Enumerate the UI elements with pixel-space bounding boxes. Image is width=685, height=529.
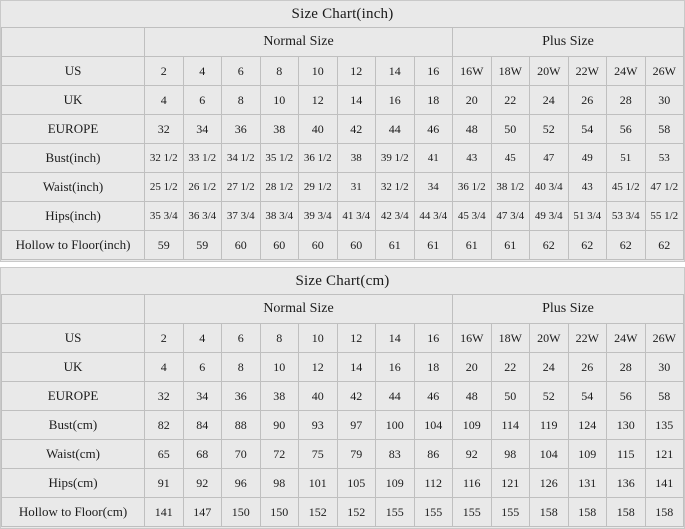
cell: 114 bbox=[491, 411, 530, 440]
cell: 61 bbox=[453, 231, 492, 260]
cell: 49 bbox=[568, 144, 607, 173]
cell: 46 bbox=[414, 115, 453, 144]
cell: 18W bbox=[491, 324, 530, 353]
cell: 42 3/4 bbox=[376, 202, 415, 231]
cell: 104 bbox=[530, 440, 569, 469]
cell: 20W bbox=[530, 57, 569, 86]
cell: 62 bbox=[645, 231, 684, 260]
cell: 14 bbox=[337, 86, 376, 115]
table-row bbox=[2, 144, 684, 173]
cell: 51 bbox=[607, 144, 646, 173]
table-row bbox=[2, 353, 684, 382]
cell: 43 bbox=[568, 173, 607, 202]
group-header-blank bbox=[2, 295, 145, 324]
cell: 59 bbox=[183, 231, 222, 260]
cell: 22W bbox=[568, 324, 607, 353]
row-label-hollow-to-floor: Hollow to Floor(inch) bbox=[2, 231, 145, 260]
cell: 16W bbox=[453, 57, 492, 86]
cell: 121 bbox=[491, 469, 530, 498]
row-label-bust: Bust(cm) bbox=[2, 411, 145, 440]
cell: 54 bbox=[568, 382, 607, 411]
cell: 61 bbox=[414, 231, 453, 260]
cell: 16 bbox=[414, 324, 453, 353]
cell: 48 bbox=[453, 115, 492, 144]
cell: 6 bbox=[222, 57, 261, 86]
cell: 12 bbox=[299, 86, 338, 115]
table-row bbox=[2, 57, 684, 86]
cell: 29 1/2 bbox=[299, 173, 338, 202]
cell: 31 bbox=[337, 173, 376, 202]
cell: 25 1/2 bbox=[145, 173, 184, 202]
group-header-normal-size: Normal Size bbox=[145, 28, 453, 57]
cell: 68 bbox=[183, 440, 222, 469]
cell: 60 bbox=[337, 231, 376, 260]
cell: 12 bbox=[299, 353, 338, 382]
cell: 75 bbox=[299, 440, 338, 469]
cell: 84 bbox=[183, 411, 222, 440]
cell: 27 1/2 bbox=[222, 173, 261, 202]
row-label-europe: EUROPE bbox=[2, 382, 145, 411]
cell: 79 bbox=[337, 440, 376, 469]
cell: 105 bbox=[337, 469, 376, 498]
table-group-header-row bbox=[2, 28, 684, 57]
size-table-cm bbox=[1, 294, 684, 527]
cell: 101 bbox=[299, 469, 338, 498]
cell: 91 bbox=[145, 469, 184, 498]
group-header-blank bbox=[2, 28, 145, 57]
cell: 32 bbox=[145, 382, 184, 411]
cell: 131 bbox=[568, 469, 607, 498]
cell: 155 bbox=[453, 498, 492, 527]
cell: 119 bbox=[530, 411, 569, 440]
cell: 96 bbox=[222, 469, 261, 498]
table-row bbox=[2, 469, 684, 498]
cell: 62 bbox=[530, 231, 569, 260]
table-row bbox=[2, 382, 684, 411]
cell: 59 bbox=[145, 231, 184, 260]
cell: 56 bbox=[607, 382, 646, 411]
cell: 32 bbox=[145, 115, 184, 144]
cell: 16 bbox=[414, 57, 453, 86]
cell: 61 bbox=[376, 231, 415, 260]
cell: 50 bbox=[491, 382, 530, 411]
cell: 48 bbox=[453, 382, 492, 411]
cell: 10 bbox=[299, 324, 338, 353]
cell: 35 3/4 bbox=[145, 202, 184, 231]
cell: 158 bbox=[568, 498, 607, 527]
cell: 104 bbox=[414, 411, 453, 440]
cell: 46 bbox=[414, 382, 453, 411]
table-row bbox=[2, 173, 684, 202]
cell: 34 bbox=[183, 115, 222, 144]
cell: 8 bbox=[260, 324, 299, 353]
cell: 109 bbox=[568, 440, 607, 469]
cell: 16 bbox=[376, 86, 415, 115]
cell: 26 1/2 bbox=[183, 173, 222, 202]
cell: 36 bbox=[222, 382, 261, 411]
cell: 60 bbox=[260, 231, 299, 260]
row-label-us: US bbox=[2, 57, 145, 86]
cell: 24W bbox=[607, 324, 646, 353]
cell: 150 bbox=[222, 498, 261, 527]
cell: 86 bbox=[414, 440, 453, 469]
group-header-normal-size: Normal Size bbox=[145, 295, 453, 324]
cell: 45 1/2 bbox=[607, 173, 646, 202]
cell: 141 bbox=[645, 469, 684, 498]
cell: 62 bbox=[568, 231, 607, 260]
cell: 116 bbox=[453, 469, 492, 498]
cell: 53 3/4 bbox=[607, 202, 646, 231]
cell: 109 bbox=[453, 411, 492, 440]
cell: 158 bbox=[645, 498, 684, 527]
size-table-inch bbox=[1, 27, 684, 260]
cell: 10 bbox=[299, 57, 338, 86]
row-label-us: US bbox=[2, 324, 145, 353]
cell: 38 3/4 bbox=[260, 202, 299, 231]
cell: 93 bbox=[299, 411, 338, 440]
cell: 36 1/2 bbox=[299, 144, 338, 173]
cell: 40 bbox=[299, 382, 338, 411]
row-label-bust: Bust(inch) bbox=[2, 144, 145, 173]
cell: 65 bbox=[145, 440, 184, 469]
row-label-uk: UK bbox=[2, 86, 145, 115]
cell: 8 bbox=[222, 353, 261, 382]
cell: 26 bbox=[568, 86, 607, 115]
cell: 155 bbox=[491, 498, 530, 527]
cell: 26W bbox=[645, 57, 684, 86]
cell: 36 3/4 bbox=[183, 202, 222, 231]
cell: 12 bbox=[337, 57, 376, 86]
cell: 40 3/4 bbox=[530, 173, 569, 202]
cell: 88 bbox=[222, 411, 261, 440]
cell: 83 bbox=[376, 440, 415, 469]
cell: 24 bbox=[530, 86, 569, 115]
cell: 36 1/2 bbox=[453, 173, 492, 202]
cell: 98 bbox=[491, 440, 530, 469]
cell: 58 bbox=[645, 115, 684, 144]
row-label-hollow-to-floor: Hollow to Floor(cm) bbox=[2, 498, 145, 527]
cell: 10 bbox=[260, 86, 299, 115]
cell: 32 1/2 bbox=[145, 144, 184, 173]
cell: 92 bbox=[453, 440, 492, 469]
row-label-europe: EUROPE bbox=[2, 115, 145, 144]
cell: 60 bbox=[222, 231, 261, 260]
cell: 34 bbox=[183, 382, 222, 411]
cell: 158 bbox=[530, 498, 569, 527]
cell: 2 bbox=[145, 57, 184, 86]
table-row bbox=[2, 231, 684, 260]
cell: 109 bbox=[376, 469, 415, 498]
cell: 18 bbox=[414, 86, 453, 115]
chart-title-inch: Size Chart(inch) bbox=[1, 1, 684, 27]
cell: 34 1/2 bbox=[222, 144, 261, 173]
cell: 28 1/2 bbox=[260, 173, 299, 202]
cell: 14 bbox=[376, 324, 415, 353]
cell: 6 bbox=[183, 353, 222, 382]
cell: 30 bbox=[645, 86, 684, 115]
cell: 135 bbox=[645, 411, 684, 440]
cell: 14 bbox=[337, 353, 376, 382]
row-label-hips: Hips(inch) bbox=[2, 202, 145, 231]
cell: 60 bbox=[299, 231, 338, 260]
cell: 61 bbox=[491, 231, 530, 260]
cell: 43 bbox=[453, 144, 492, 173]
cell: 44 bbox=[376, 382, 415, 411]
cell: 20 bbox=[453, 353, 492, 382]
cell: 8 bbox=[260, 57, 299, 86]
cell: 52 bbox=[530, 115, 569, 144]
cell: 98 bbox=[260, 469, 299, 498]
cell: 112 bbox=[414, 469, 453, 498]
cell: 44 3/4 bbox=[414, 202, 453, 231]
cell: 20 bbox=[453, 86, 492, 115]
cell: 82 bbox=[145, 411, 184, 440]
cell: 56 bbox=[607, 115, 646, 144]
cell: 22 bbox=[491, 353, 530, 382]
cell: 26 bbox=[568, 353, 607, 382]
cell: 62 bbox=[607, 231, 646, 260]
cell: 2 bbox=[145, 324, 184, 353]
table-row bbox=[2, 411, 684, 440]
cell: 50 bbox=[491, 115, 530, 144]
cell: 4 bbox=[145, 353, 184, 382]
chart-title-cm: Size Chart(cm) bbox=[1, 268, 684, 294]
cell: 155 bbox=[414, 498, 453, 527]
cell: 8 bbox=[222, 86, 261, 115]
cell: 34 bbox=[414, 173, 453, 202]
cell: 55 1/2 bbox=[645, 202, 684, 231]
cell: 33 1/2 bbox=[183, 144, 222, 173]
cell: 28 bbox=[607, 86, 646, 115]
cell: 152 bbox=[337, 498, 376, 527]
cell: 92 bbox=[183, 469, 222, 498]
row-label-uk: UK bbox=[2, 353, 145, 382]
cell: 53 bbox=[645, 144, 684, 173]
cell: 150 bbox=[260, 498, 299, 527]
cell: 4 bbox=[145, 86, 184, 115]
cell: 12 bbox=[337, 324, 376, 353]
cell: 155 bbox=[376, 498, 415, 527]
cell: 18W bbox=[491, 57, 530, 86]
cell: 41 3/4 bbox=[337, 202, 376, 231]
cell: 121 bbox=[645, 440, 684, 469]
cell: 4 bbox=[183, 324, 222, 353]
cell: 22W bbox=[568, 57, 607, 86]
cell: 47 bbox=[530, 144, 569, 173]
cell: 70 bbox=[222, 440, 261, 469]
group-header-plus-size: Plus Size bbox=[453, 28, 684, 57]
cell: 10 bbox=[260, 353, 299, 382]
cell: 158 bbox=[607, 498, 646, 527]
cell: 90 bbox=[260, 411, 299, 440]
cell: 72 bbox=[260, 440, 299, 469]
table-row bbox=[2, 498, 684, 527]
cell: 115 bbox=[607, 440, 646, 469]
table-row bbox=[2, 86, 684, 115]
cell: 152 bbox=[299, 498, 338, 527]
row-label-waist: Waist(inch) bbox=[2, 173, 145, 202]
size-chart-inch-block bbox=[0, 0, 685, 262]
cell: 39 3/4 bbox=[299, 202, 338, 231]
cell: 42 bbox=[337, 115, 376, 144]
cell: 22 bbox=[491, 86, 530, 115]
cell: 6 bbox=[183, 86, 222, 115]
cell: 54 bbox=[568, 115, 607, 144]
cell: 44 bbox=[376, 115, 415, 144]
row-label-waist: Waist(cm) bbox=[2, 440, 145, 469]
cell: 38 bbox=[260, 382, 299, 411]
table-group-header-row bbox=[2, 295, 684, 324]
table-row bbox=[2, 202, 684, 231]
cell: 38 bbox=[337, 144, 376, 173]
cell: 38 1/2 bbox=[491, 173, 530, 202]
cell: 141 bbox=[145, 498, 184, 527]
cell: 14 bbox=[376, 57, 415, 86]
size-chart-cm-block bbox=[0, 267, 685, 529]
cell: 51 3/4 bbox=[568, 202, 607, 231]
cell: 18 bbox=[414, 353, 453, 382]
cell: 147 bbox=[183, 498, 222, 527]
cell: 47 3/4 bbox=[491, 202, 530, 231]
cell: 40 bbox=[299, 115, 338, 144]
cell: 41 bbox=[414, 144, 453, 173]
cell: 35 1/2 bbox=[260, 144, 299, 173]
cell: 30 bbox=[645, 353, 684, 382]
cell: 38 bbox=[260, 115, 299, 144]
cell: 136 bbox=[607, 469, 646, 498]
cell: 4 bbox=[183, 57, 222, 86]
cell: 20W bbox=[530, 324, 569, 353]
cell: 126 bbox=[530, 469, 569, 498]
cell: 32 1/2 bbox=[376, 173, 415, 202]
cell: 47 1/2 bbox=[645, 173, 684, 202]
cell: 100 bbox=[376, 411, 415, 440]
cell: 6 bbox=[222, 324, 261, 353]
cell: 36 bbox=[222, 115, 261, 144]
cell: 45 3/4 bbox=[453, 202, 492, 231]
row-label-hips: Hips(cm) bbox=[2, 469, 145, 498]
cell: 39 1/2 bbox=[376, 144, 415, 173]
cell: 58 bbox=[645, 382, 684, 411]
cell: 124 bbox=[568, 411, 607, 440]
table-row bbox=[2, 324, 684, 353]
cell: 24W bbox=[607, 57, 646, 86]
cell: 49 3/4 bbox=[530, 202, 569, 231]
cell: 16W bbox=[453, 324, 492, 353]
cell: 97 bbox=[337, 411, 376, 440]
cell: 24 bbox=[530, 353, 569, 382]
cell: 45 bbox=[491, 144, 530, 173]
cell: 52 bbox=[530, 382, 569, 411]
cell: 28 bbox=[607, 353, 646, 382]
cell: 16 bbox=[376, 353, 415, 382]
cell: 37 3/4 bbox=[222, 202, 261, 231]
cell: 42 bbox=[337, 382, 376, 411]
table-row bbox=[2, 440, 684, 469]
cell: 130 bbox=[607, 411, 646, 440]
group-header-plus-size: Plus Size bbox=[453, 295, 684, 324]
table-row bbox=[2, 115, 684, 144]
cell: 26W bbox=[645, 324, 684, 353]
